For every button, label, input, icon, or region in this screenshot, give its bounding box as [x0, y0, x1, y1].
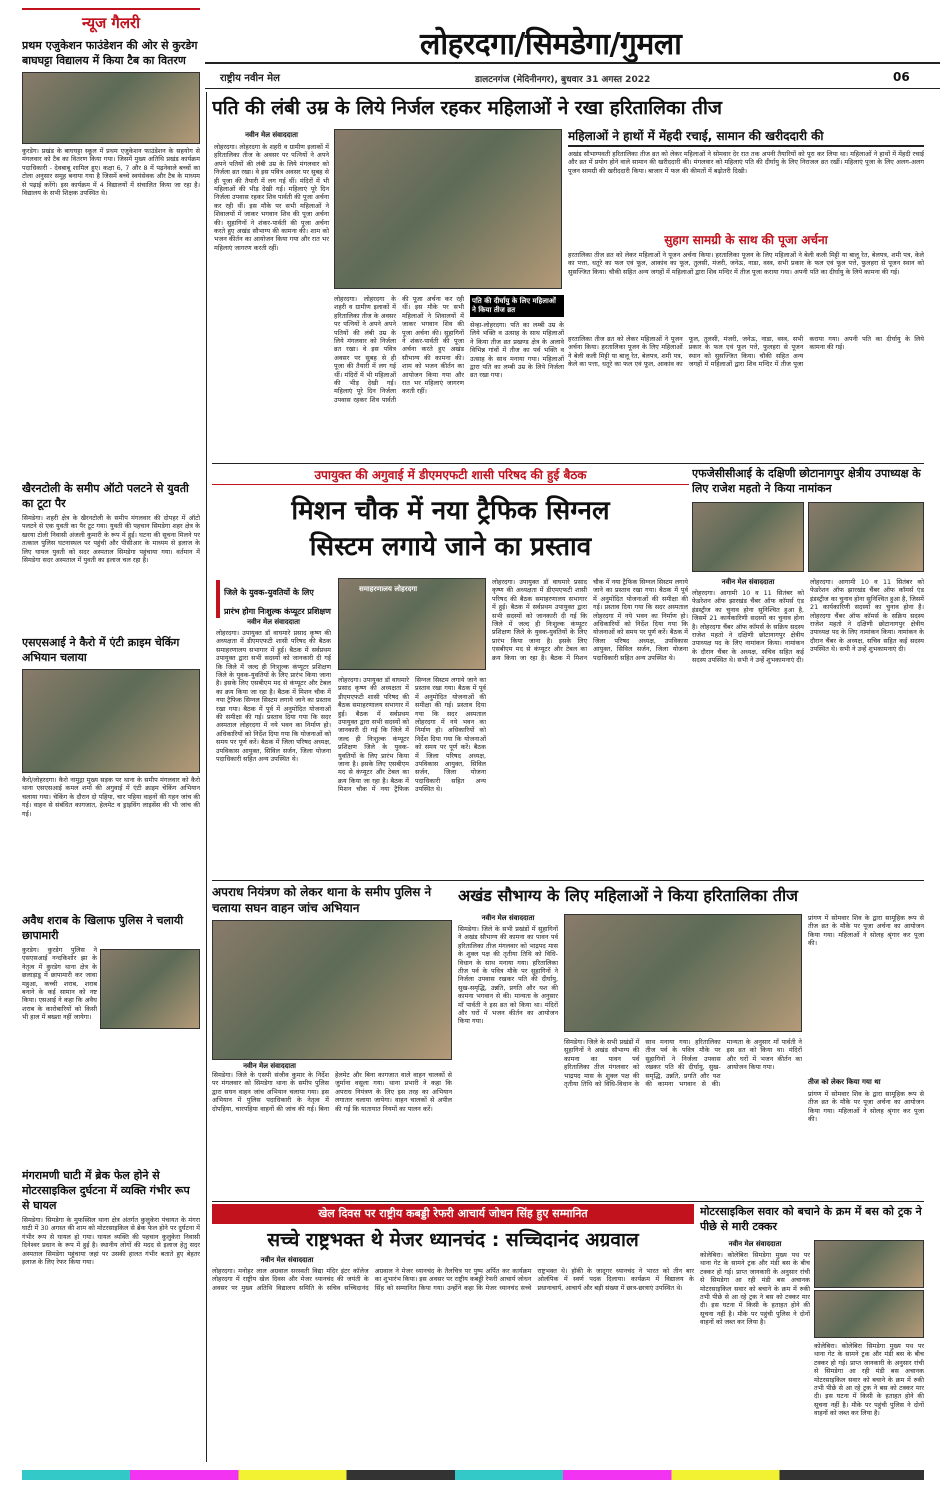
- akhand-body2: प्रांगण में सोमवार शिव के द्वारा सामूहिक रूप से तीज व्रत के मौके पर पूजा अर्चना का आयोजन किया गया। महिलाओं ने सोलह श्रृंगार कर पूजा की।: [808, 914, 924, 948]
- section-title: लोहरदगा/सिमडेगा/गुमला: [420, 27, 682, 62]
- dhyanchand-story: [212, 1204, 694, 1468]
- story-body: सिमडेगा। शहरी क्षेत्र के खैरनटोली के समीप मंगलवार की दोपहर में ऑटो पलटने से एक युवती का पैर टूट गया। युवती की पहचान सिमडेगा शहर क्षेत्र के खरया टोली निवासी अंजली कुमारी के रूप में हुई। घटना की सूचना मिलने पर तत्काल पुलिस घटनास्थल पर पहुंची और पीसीआर के माध्यम से इलाज के लिए घायल युवती को सदर अस्पताल सिमडेगा पहुंचाया गया। वर्तमान में सिमडेगा सदर अस्पताल में युवती का इलाज चल रहा है।: [22, 514, 200, 565]
- truck-byline: नवीन मेल संवाददाता: [728, 1240, 782, 1248]
- teej-photo: [334, 129, 562, 289]
- truck-photo-1: [814, 1240, 924, 1288]
- computer-training-box: [216, 580, 331, 618]
- police-photo: [212, 920, 452, 1060]
- gallery-title: न्यूज गैलरी: [81, 14, 141, 32]
- traffic-headline-2: सिस्टम लगाये जाने का प्रस्ताव: [309, 532, 592, 562]
- dhyanchand-headline: सच्चे राष्ट्रभक्त थे मेजर ध्यानचंद : सच्चिदानंद अग्रवाल: [267, 1229, 639, 1251]
- akhand-headline: अखंड सौभाग्य के लिए महिलाओं ने किया हरितालिका तीज: [458, 886, 798, 905]
- teej-body-continued: लोहरदगा। लोहरदगा के शहरी व ग्रामीण इलाकों में हरितालिका तीज के अवसर पर पत्नियों ने अपने अपने पतियों की लंबी उम्र के लिये मंगलवार को निर्जला व्रत रखा। वे इस पवित्र अवसर पर सुबह से ही पूजा की तैयारी में लग गई थीं। मंदिरों में भी महिलाओं की भीड़ देखी गई। महिलाएं पूरे दिन निर्जला उपवास रहकर शिव पार्वती की पूजा अर्चना कर रही थीं। इस मौके पर सभी महिलाओं ने शिवालयों में जाकर भगवान शिव की पूजा अर्चना की। सुहागिनों ने शंकर-पार्वती की पूजा अर्चना करते हुए अखंड सौभाग्य की कामना की। शाम को भजन कीर्तन का आयोजन किया गया और रात भर महिलाएं जागरण करती रहीं।: [334, 295, 464, 404]
- teej-subhead: पति की दीर्घायु के लिए महिलाओं ने किया तीज व्रत: [470, 295, 564, 317]
- traffic-story: [212, 466, 689, 878]
- mehndi-body2: हरतालिका तीज व्रत को लेकर महिलाओं ने पूजन अर्चना किया। हरतालिका पूजन के लिए महिलाओं ने बेली कली मिट्टी या बालू रेत, बेलपत्र, शमी पत्र, केले का पत्ता, धतूरे का फल एवं फूल, आकांव का फूल, तुलसी, मंजरी, जनेऊ, नाडा, वस्त्र, सभी प्रकार के फल एवं फूल पत्ते, फुलहरा से पूजन स्थान को सुसज्जित किया। चौकी सहित अन्य जगहों में महिलाओं द्वारा शिव मन्दिर में तीज पूजा कराया गया। अपनी पति का दीर्घायु के लिये कामना की गई।: [568, 251, 924, 276]
- story-body: सिमडेगा। सिमडेगा के मुफस्सिल थाना क्षेत्र अंतर्गत कुलुकेरा पंचायत के मंगरा घाटी में 30 अगस्त की शाम को मोटरसाइकिल से ब्रेक फेल होने पर दुर्घटना में गंभीर रूप से घायल हो गया। घायल व्यक्ति की पहचान कुलुकेरा निवासी दिनेश्वर प्रधान के रूप में हुई है। स्थानीय लोगों की मदद से इलाज हेतु सदर अस्पताल सिमडेगा पहुंचाया जहां पर उसकी हालत गंभीर बताते हुए बेहतर इलाज के लिए रेफर किया गया।: [22, 1216, 200, 1267]
- akhand-body: सिमडेगा। जिले के सभी प्रखंडों में सुहागिनों ने अखंड सौभाग्य की कामना का पावन पर्व हरितालिका तीज मंगलवार को भाद्रपद मास के शुक्ल पक्ष की तृतीया तिथि को विधि-विधान के साथ मनाया गया। हरितालिका तीज पर्व के पवित्र मौके पर सुहागिनों ने निर्जला उपवास रखकर पति की दीर्घायु, सुख-समृद्धि, उन्नति, प्रगति और यश की कामना भगवान से की। मान्यता के अनुसार माँ पार्वती ने इस व्रत को किया था। मंदिरों और घरों में भजन कीर्तन का आयोजन किया गया।: [458, 925, 558, 1026]
- story-checking-drive: [22, 635, 200, 894]
- truck-story: [700, 1204, 924, 1468]
- story-title: मंगरामणी घाटी में ब्रेक फेल होने से मोटरसाइकिल दुर्घटना में व्यक्ति गंभीर रूप से घायल: [22, 1169, 190, 1212]
- akhand-subhead: तीज को लेकर किया गया था: [808, 1078, 881, 1086]
- story-body: कुरडेग। प्रखंड के बाघघट्टा स्कूल में प्रथम एजुकेशन फाउंडेशन के सहयोग से मंगलवार को टैब का वितरण किया गया। जिसमें मुख्य अतिथि प्रखंड कार्यक्रम पदाधिकारी - देवबाबू शामिल हुए। कक्षा 6, 7 और 8 में पढ़नेवाले बच्चों का टोला अनुसार समूह बनाया गया है जिसमें बच्चे स्वयंसेवक और टैब के माध्यम से पढ़ाई करेंगे। इस कार्यक्रम में 4 विद्यालयों में संचालित किया जा रहा है। विद्यालय के सभी शिक्षक उपस्थित थे।: [22, 147, 200, 198]
- truck-headline: मोटरसाइकिल सवार को बचाने के क्रम में बस को ट्रक ने पीछे से मारी टक्कर: [700, 1205, 922, 1233]
- paper-name: राष्ट्रीय नवीन मेल: [220, 73, 280, 84]
- page-number: 06: [893, 70, 910, 84]
- truck-body: कोलेबिरा। कोलेबिरा सिमडेगा मुख्य पथ पर थाना गेट के सामने ट्रक और मंडी बस के बीच टक्कर हो गई। प्राप्त जानकारी के अनुसार रांची से सिमडेगा आ रही मंडी बस अचानक मोटरसाइकिल सवार को बचाने के क्रम में रुकी तभी पीछे से आ रहे ट्रक ने बस को टक्कर मार दी। इस घटना में किसी के हताहत होने की सूचना नहीं है। मौके पर पहुंची पुलिस ने दोनों वाहनों को जब्त कर लिया है।: [700, 1251, 810, 1327]
- fjcci-body-continued: लोहरदगा। आगामी 10 व 11 सितंबर को फेडरेशन ऑफ झारखंड चैंबर ऑफ कॉमर्स एंड इंडस्ट्रीज का चुनाव होना सुनिश्चित हुआ है, जिसमें 21 कार्यकारिणी सदस्यों का चुनाव होना है। लोहरदगा चैंबर ऑफ कॉमर्स के सक्रिय सदस्य राजेश महतो ने दक्षिणी छोटानागपुर क्षेत्रीय उपाध्यक्ष पद के लिए नामांकन किया। नामांकन के दौरान चैंबर के अध्यक्ष, सचिव सहित कई सदस्य उपस्थित थे। सभी ने उन्हें शुभकामनाएं दी।: [810, 578, 924, 654]
- traffic-body: लोहरदगा। उपायुक्त डॉ वाघमारे प्रसाद कृष्ण की अध्यक्षता में डीएमएफटी शासी परिषद की बैठक समाहरणालय सभागार में हुई। बैठक में सर्वप्रथम उपायुक्त द्वारा सभी सदस्यों को जानकारी दी गई कि जिले में जल्द ही निःशुल्क कंप्यूटर प्रशिक्षण जिले के युवक-युवतियों के लिए प्रारंभ किया जाना है। इसके लिए एसबीएम मद से कंप्यूटर और टेबल का क्रय किया जा रहा है। बैठक में मिशन चौक में नया ट्रैफिक सिग्नल सिस्टम लगाये जाने का प्रस्ताव रखा गया। बैठक में पूर्व में अनुमोदित योजनाओं की समीक्षा की गई। प्रस्ताव दिया गया कि सदर अस्पताल लोहरदगा में नये भवन का निर्माण हो। अधिकारियों को निर्देश दिया गया कि योजनाओं को समय पर पूर्ण करें। बैठक में जिला परिषद अध्यक्ष, उपविकास आयुक्त, सिविल सर्जन, जिला योजना पदाधिकारी सहित अन्य उपस्थित थे।: [216, 629, 331, 764]
- akhand-photo: [564, 914, 802, 1032]
- mehndi-body2-continued: हरतालिका तीज व्रत को लेकर महिलाओं ने पूजन अर्चना किया। हरतालिका पूजन के लिए महिलाओं ने बेली कली मिट्टी या बालू रेत, बेलपत्र, शमी पत्र, केले का पत्ता, धतूरे का फल एवं फूल, आकांव का फूल, तुलसी, मंजरी, जनेऊ, नाडा, वस्त्र, सभी प्रकार के फल एवं फूल पत्ते, फुलहरा से पूजन स्थान को सुसज्जित किया। चौकी सहित अन्य जगहों में महिलाओं द्वारा शिव मन्दिर में तीज पूजा कराया गया। अपनी पति का दीर्घायु के लिये कामना की गई।: [568, 335, 924, 369]
- left-column: [22, 8, 202, 1468]
- mehndi-subhead: सुहाग सामग्री के साथ की पूजा अर्चना: [664, 233, 828, 247]
- story-title: खैरनटोली के समीप ऑटो पलटने से युवती का टूटा पैर: [22, 482, 189, 510]
- traffic-kicker: उपायुक्त की अगुवाई में डीएमएफटी शासी परिषद की हुई बैठक: [212, 466, 689, 485]
- mehndi-body: अखंड सौभाग्यवती हरितालिका तीज व्रत को लेकर महिलाओं ने सोमवार देर रात तक अपनी तैयारियों को पूरा कर लिया था। महिलाओं ने हाथों में मेंहदी रचाई और व्रत में प्रयोग होने वाले सामान की खरीददारी की। मंगलवार को महिलाएं पति की दीर्घायु के लिए निराजल व्रत रखीं। महिलाएं पूजा के लिए अलग-अलग पूजन सामग्री की खरीददारी किया। बाजार में फल की कीमतों में बढ़ोतरी दिखी।: [568, 150, 924, 175]
- akhand-story: [458, 884, 924, 1198]
- truck-photo-2: [814, 1290, 924, 1338]
- story-title: अवैध शराब के खिलाफ पुलिस ने चलायी छापामारी: [22, 914, 184, 942]
- fjcci-byline: नवीन मेल संवाददाता: [721, 578, 775, 586]
- story-photo: [22, 72, 200, 144]
- teej-headline: पति की लंबी उम्र के लिये निर्जल रहकर महिलाओं ने रखा हरितालिका तीज: [212, 97, 723, 119]
- gallery-header: [22, 8, 200, 36]
- story-ghati-accident: [22, 1168, 200, 1438]
- fjcci-headline: एफजेसीसीआई के दक्षिणी छोटानागपुर क्षेत्रीय उपाध्यक्ष के लिए राजेश महतो ने किया नामांकन: [692, 467, 921, 495]
- traffic-byline: नवीन मेल संवाददाता: [247, 618, 300, 626]
- fjcci-body: लोहरदगा। आगामी 10 व 11 सितंबर को फेडरेशन ऑफ झारखंड चैंबर ऑफ कॉमर्स एंड इंडस्ट्रीज का चुनाव होना सुनिश्चित हुआ है, जिसमें 21 कार्यकारिणी सदस्यों का चुनाव होना है। लोहरदगा चैंबर ऑफ कॉमर्स के सक्रिय सदस्य राजेश महतो ने दक्षिणी छोटानागपुर क्षेत्रीय उपाध्यक्ष पद के लिए नामांकन किया। नामांकन के दौरान चैंबर के अध्यक्ष, सचिव सहित कई सदस्य उपस्थित थे। सभी ने उन्हें शुभकामनाएं दी।: [692, 589, 804, 665]
- story-photo: [100, 949, 200, 1029]
- story-title: प्रथम एजुकेशन फाउंडेशन की ओर से कुरडेग बाघघट्टा विद्यालय में किया टैब का वितरण: [22, 39, 198, 67]
- akhand-byline: नवीन मेल संवाददाता: [481, 914, 535, 922]
- traffic-body-right: लोहरदगा। उपायुक्त डॉ वाघमारे प्रसाद कृष्ण की अध्यक्षता में डीएमएफटी शासी परिषद की बैठक समाहरणालय सभागार में हुई। बैठक में सर्वप्रथम उपायुक्त द्वारा सभी सदस्यों को जानकारी दी गई कि जिले में जल्द ही निःशुल्क कंप्यूटर प्रशिक्षण जिले के युवक-युवतियों के लिए प्रारंभ किया जाना है। इसके लिए एसबीएम मद से कंप्यूटर और टेबल का क्रय किया जा रहा है। बैठक में मिशन चौक में नया ट्रैफिक सिग्नल सिस्टम लगाये जाने का प्रस्ताव रखा गया। बैठक में पूर्व में अनुमोदित योजनाओं की समीक्षा की गई। प्रस्ताव दिया गया कि सदर अस्पताल लोहरदगा में नये भवन का निर्माण हो। अधिकारियों को निर्देश दिया गया कि योजनाओं को समय पर पूर्ण करें। बैठक में जिला परिषद अध्यक्ष, उपविकास आयुक्त, सिविल सर्जन, जिला योजना पदाधिकारी सहित अन्य उपस्थित थे।: [492, 578, 688, 662]
- teej-body2: सेन्हा-लोहरदगा। पति का लम्बी उम्र के लिये भक्ति व उत्साह के साथ महिलाओं ने किया तीज व्रत प्रखण्ड क्षेत्र के अलावे विभिन्न गांवों में तीज का पर्व भक्ति व उत्साह के साथ मनाया गया। महिलाओं द्वारा पति का लम्बी उम्र के लिये निर्जला व्रत रखा गया।: [470, 321, 564, 380]
- story-body: कैरो/लोहरदगा। कैरो नामुद्गा मुख्य सड़क पर थाना के समीप मंगलवार को कैरो थाना एसएसआई कमल शर्मा की अगुवाई में एंटी क्राइम चेकिंग अभियान चलाया गया। चेकिंग के दौरान दो पहिया, चार पहिया वाहनों की गहन जांच की गई। वाहन से संबंधित कागजात, हेलमेट व ड्राइविंग लाइसेंस की भी जांच की गई।: [22, 776, 200, 818]
- story-liquor-raid: [22, 913, 200, 1030]
- story-body: कुरडेग। कुरडेग पुलिस ने एसएसआई नन्दकिशोर झा के नेतृत्व में कुरडेग थाना क्षेत्र के छलाड़ाडू में छापामारी कर जावा महुआ, कच्ची शराब, शराब बनाने के कई सामान को नष्ट किया। एसआई ने कहा कि अवैध शराब के कारोबारियों को किसी भी हाल में बख्शा नहीं जायेगा।: [22, 946, 97, 1022]
- police-body: सिमडेगा। जिले के एसपी संजीव कुमार के निर्देश पर मंगलवार को सिमडेगा थाना के समीप पुलिस द्वारा सघन वाहन जांच अभियान चलाया गया। इस अभियान में पुलिस पदाधिकारी के नेतृत्व में दोपहिया, चारपहिया वाहनों की जांच की गई। बिना हेलमेट और बिना कागजात वाले वाहन चालकों से जुर्माना वसूला गया। थाना प्रभारी ने कहा कि अपराध नियंत्रण के लिए इस तरह का अभियान लगातार चलाया जायेगा। वाहन चालकों से अपील की गई कि यातायात नियमों का पालन करें।: [212, 1071, 452, 1113]
- story-auto-accident: [22, 481, 200, 632]
- masthead: [205, 0, 945, 92]
- dhyanchand-body: लोहरदगा। मनोहर लाल अग्रवाल सरस्वती विद्या मंदिर इंटर कॉलेज लोहरदगा में राष्ट्रीय खेल दिवस और मेजर ध्यानचंद की जयंती के अवसर पर मुख्य अतिथि विद्यालय समिति के सचिव सच्चिदानंद अग्रवाल ने मेजर ध्यानचंद के तैलचित्र पर पुष्प अर्पित कर कार्यक्रम का शुभारंभ किया। इस अवसर पर राष्ट्रीय कबड्डी रेफरी आचार्य जोधन सिंह को सम्मानित किया गया। उन्होंने कहा कि मेजर ध्यानचंद सच्चे राष्ट्रभक्त थे। हॉकी के जादूगर ध्यानचंद ने भारत को तीन बार ओलंपिक में स्वर्ण पदक दिलाया। कार्यक्रम में विद्यालय के प्रधानाचार्य, आचार्य और बड़ी संख्या में छात्र-छात्राएं उपस्थित थे।: [212, 1267, 694, 1292]
- traffic-photo: [338, 578, 486, 670]
- police-headline: अपराध नियंत्रण को लेकर थाना के समीप पुलिस ने चलाया सघन वाहन जांच अभियान: [212, 885, 432, 915]
- dhyanchand-kicker: खेल दिवस पर राष्ट्रीय कबड्डी रेफरी आचार्य जोधन सिंह हुए सम्मानित: [212, 1204, 694, 1224]
- story-tab-distribution: [22, 38, 200, 297]
- traffic-headline-1: मिशन चौक में नया ट्रैफिक सिग्नल: [291, 496, 610, 526]
- police-byline: नवीन मेल संवाददाता: [243, 1062, 296, 1070]
- traffic-body-continued: लोहरदगा। उपायुक्त डॉ वाघमारे प्रसाद कृष्ण की अध्यक्षता में डीएमएफटी शासी परिषद की बैठक समाहरणालय सभागार में हुई। बैठक में सर्वप्रथम उपायुक्त द्वारा सभी सदस्यों को जानकारी दी गई कि जिले में जल्द ही निःशुल्क कंप्यूटर प्रशिक्षण जिले के युवक-युवतियों के लिए प्रारंभ किया जाना है। इसके लिए एसबीएम मद से कंप्यूटर और टेबल का क्रय किया जा रहा है। बैठक में मिशन चौक में नया ट्रैफिक सिग्नल सिस्टम लगाये जाने का प्रस्ताव रखा गया। बैठक में पूर्व में अनुमोदित योजनाओं की समीक्षा की गई। प्रस्ताव दिया गया कि सदर अस्पताल लोहरदगा में नये भवन का निर्माण हो। अधिकारियों को निर्देश दिया गया कि योजनाओं को समय पर पूर्ण करें। बैठक में जिला परिषद अध्यक्ष, उपविकास आयुक्त, सिविल सर्जन, जिला योजना पदाधिकारी सहित अन्य उपस्थित थे।: [338, 676, 486, 794]
- truck-body-continued: कोलेबिरा। कोलेबिरा सिमडेगा मुख्य पथ पर थाना गेट के सामने ट्रक और मंडी बस के बीच टक्कर हो गई। प्राप्त जानकारी के अनुसार रांची से सिमडेगा आ रही मंडी बस अचानक मोटरसाइकिल सवार को बचाने के क्रम में रुकी तभी पीछे से आ रहे ट्रक ने बस को टक्कर मार दी। इस घटना में किसी के हताहत होने की सूचना नहीं है। मौके पर पहुंची पुलिस ने दोनों वाहनों को जब्त कर लिया है।: [814, 1342, 924, 1418]
- police-story: [212, 884, 452, 1198]
- computer-training-text: जिले के युवक-युवतियों के लिए प्रारंभ होगा निःशुल्क कंप्यूटर प्रशिक्षण: [224, 588, 331, 616]
- story-title: एसएसआई ने कैरो में एंटी क्राइम चेकिंग अभियान चलाया: [22, 636, 180, 664]
- fjcci-story: [692, 466, 924, 878]
- fjcci-photo-2: [808, 502, 924, 572]
- mehndi-headline: महिलाओं ने हाथों में मेंहदी रचाई, सामान की खरीददारी की: [568, 127, 924, 147]
- color-strip: [22, 1470, 924, 1480]
- teej-body: लोहरदगा। लोहरदगा के शहरी व ग्रामीण इलाकों में हरितालिका तीज के अवसर पर पत्नियों ने अपने अपने पतियों की लंबी उम्र के लिये मंगलवार को निर्जला व्रत रखा। वे इस पवित्र अवसर पर सुबह से ही पूजा की तैयारी में लग गई थीं। मंदिरों में भी महिलाओं की भीड़ देखी गई। महिलाएं पूरे दिन निर्जला उपवास रहकर शिव पार्वती की पूजा अर्चना कर रही थीं। इस मौके पर सभी महिलाओं ने शिवालयों में जाकर भगवान शिव की पूजा अर्चना की। सुहागिनों ने शंकर-पार्वती की पूजा अर्चना करते हुए अखंड सौभाग्य की कामना की। शाम को भजन कीर्तन का आयोजन किया गया और रात भर महिलाएं जागरण करती रहीं।: [214, 143, 329, 252]
- dhyanchand-byline: नवीन मेल संवाददाता: [260, 1256, 314, 1264]
- mehndi-story: [568, 127, 924, 460]
- akhand-body2-continued: प्रांगण में सोमवार शिव के द्वारा सामूहिक रूप से तीज व्रत के मौके पर पूजा अर्चना का आयोजन किया गया। महिलाओं ने सोलह श्रृंगार कर पूजा की।: [808, 1090, 924, 1124]
- photo-banner: समाहरणालय लोहरदगा: [359, 585, 418, 593]
- akhand-body-continued: सिमडेगा। जिले के सभी प्रखंडों में सुहागिनों ने अखंड सौभाग्य की कामना का पावन पर्व हरितालिका तीज मंगलवार को भाद्रपद मास के शुक्ल पक्ष की तृतीया तिथि को विधि-विधान के साथ मनाया गया। हरितालिका तीज पर्व के पवित्र मौके पर सुहागिनों ने निर्जला उपवास रखकर पति की दीर्घायु, सुख-समृद्धि, उन्नति, प्रगति और यश की कामना भगवान से की। मान्यता के अनुसार माँ पार्वती ने इस व्रत को किया था। मंदिरों और घरों में भजन कीर्तन का आयोजन किया गया।: [564, 1038, 802, 1089]
- dateline: डालटनगंज (मेदिनीनगर), बुधवार 31 अगस्त 2022: [475, 75, 651, 85]
- fjcci-photo-1: [692, 502, 804, 572]
- teej-byline: नवीन मेल संवाददाता: [245, 131, 298, 139]
- story-photo: [22, 669, 200, 773]
